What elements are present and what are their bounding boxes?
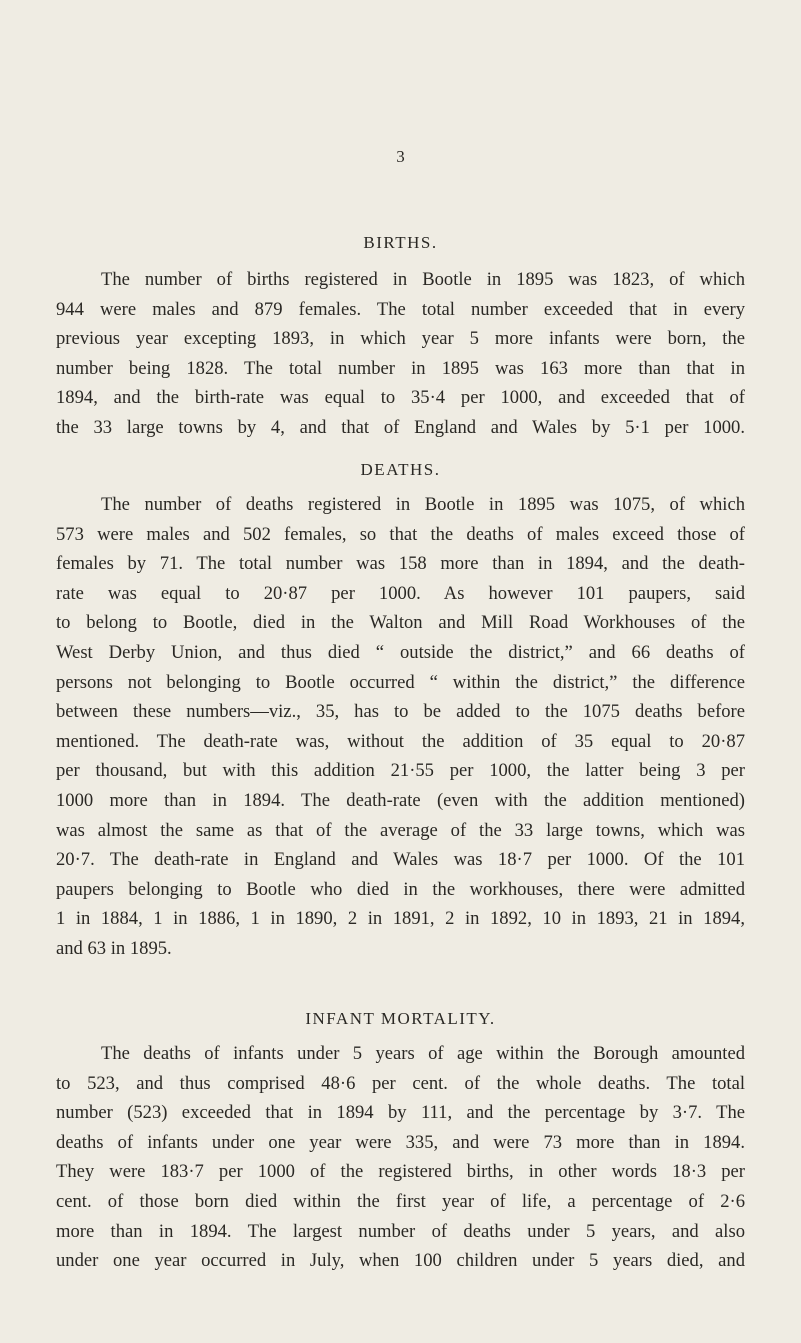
infant-mortality-line: They were 183·7 per 1000 of the registered births, in other words 18·3 per — [56, 1161, 745, 1183]
deaths-line: rate was equal to 20·87 per 1000. As however 101 paupers, said — [56, 582, 745, 604]
infant-mortality-line: deaths of infants under one year were 335, and were 73 more than in 1894. — [56, 1131, 745, 1153]
page-number: 3 — [396, 147, 405, 166]
deaths-line: West Derby Union, and thus died “ outside the district,” and 66 deaths of — [56, 641, 745, 663]
deaths-line: and 63 in 1895. — [56, 937, 172, 959]
births-line: The number of births registered in Bootle in 1895 was 1823, of which — [101, 269, 745, 290]
infant-mortality-line: number (523) exceeded that in 1894 by 111, and the percentage by 3·7. The — [56, 1102, 745, 1124]
deaths-line: per thousand, but with this addition 21·55 per 1000, the latter being 3 per — [56, 760, 745, 782]
infant-mortality-line: to 523, and thus comprised 48·6 per cent. of the whole deaths. The total — [56, 1072, 745, 1094]
births-line: 1894, and the birth-rate was equal to 35·4 per 1000, and exceeded that of — [56, 387, 745, 409]
births-line: the 33 large towns by 4, and that of England and Wales by 5·1 per 1000. — [56, 416, 745, 438]
deaths-line: 573 were males and 502 females, so that the deaths of males exceed those of — [56, 523, 745, 545]
births-line: 944 were males and 879 females. The total number exceeded that in every — [56, 298, 745, 320]
births-paragraph — [56, 265, 745, 443]
deaths-line: between these numbers—viz., 35, has to be added to the 1075 deaths before — [56, 701, 745, 723]
deaths-heading: DEATHS. — [360, 460, 441, 479]
births-heading: BIRTHS. — [363, 233, 438, 252]
deaths-line: persons not belonging to Bootle occurred “ within the district,” the difference — [56, 671, 745, 693]
infant-mortality-paragraph — [56, 1039, 745, 1276]
deaths-line: was almost the same as that of the average of the 33 large towns, which was — [56, 819, 745, 841]
infant-mortality-line: The deaths of infants under 5 years of age within the Borough amounted — [101, 1043, 745, 1064]
deaths-paragraph — [56, 490, 745, 964]
deaths-line: mentioned. The death-rate was, without the addition of 35 equal to 20·87 — [56, 730, 745, 752]
infant-mortality-line: under one year occurred in July, when 100 children under 5 years died, and — [56, 1250, 745, 1272]
deaths-line: 1000 more than in 1894. The death-rate (even with the addition mentioned) — [56, 789, 745, 811]
births-line: number being 1828. The total number in 1895 was 163 more than that in — [56, 357, 745, 379]
deaths-line: 20·7. The death-rate in England and Wales was 18·7 per 1000. Of the 101 — [56, 849, 745, 871]
infant-mortality-line: cent. of those born died within the first year of life, a percentage of 2·6 — [56, 1190, 745, 1212]
deaths-line: paupers belonging to Bootle who died in the workhouses, there were admitted — [56, 878, 745, 900]
infant-mortality-line: more than in 1894. The largest number of deaths under 5 years, and also — [56, 1220, 745, 1242]
deaths-line: to belong to Bootle, died in the Walton and Mill Road Workhouses of the — [56, 612, 745, 634]
deaths-line: 1 in 1884, 1 in 1886, 1 in 1890, 2 in 1891, 2 in 1892, 10 in 1893, 21 in 1894, — [56, 908, 745, 930]
infant-mortality-heading: INFANT MORTALITY. — [305, 1009, 496, 1028]
deaths-line: females by 71. The total number was 158 more than in 1894, and the death- — [56, 553, 745, 575]
deaths-line: The number of deaths registered in Bootle in 1895 was 1075, of which — [101, 494, 745, 515]
births-line: previous year excepting 1893, in which year 5 more infants were born, the — [56, 328, 745, 350]
